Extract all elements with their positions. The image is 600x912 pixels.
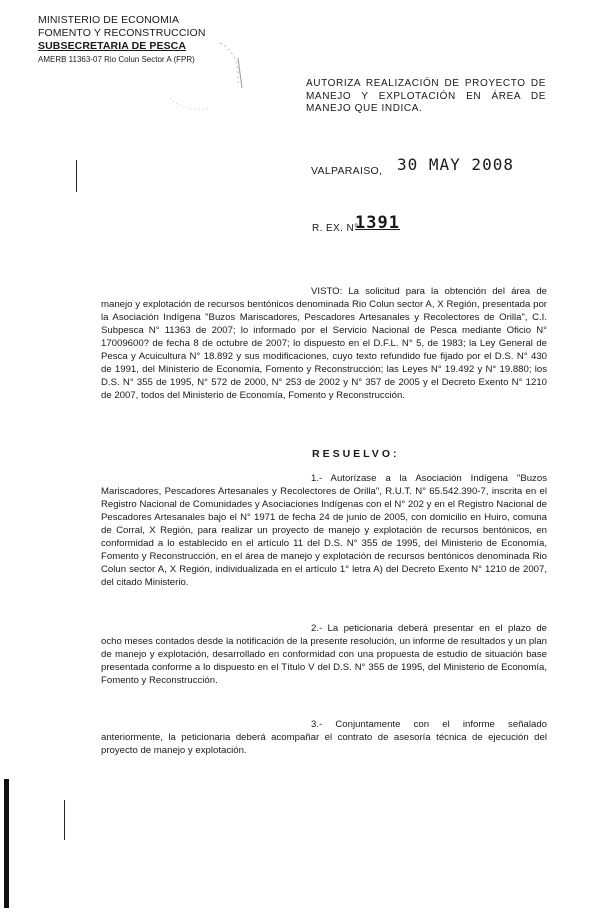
date-stamp: 30 MAY 2008 [397, 155, 514, 174]
document-subject: AUTORIZA REALIZACIÓN DE PROYECTO DE MANEJO Y EXPLOTACIÓN EN ÁREA DE MANEJO QUE INDICA. [306, 78, 546, 114]
article-3-text: anteriormente, la peticionaria deberá acompañar el contrato de asesoría técnica de ejecución del proyecto de manejo y explotación. [101, 732, 547, 756]
article-3-lead: 3.- Conjuntamente con el informe señalado [311, 719, 547, 730]
article-1-text: "Buzos Mariscadores, Pescadores Artesanales y Recolectores de Orilla", R.U.T. N° 65.542.390-7, inscrita en el Registro Nacional de Comunidades y Asociaciones Indígenas con el N° 202 y en el Registro Nacional de Pescadores Artesanales bajo el N° 1971 de fecha 24 de junio de 2005, con domicilio en Huiro, comuna de Corral, X Región, para realizar un proyecto de manejo y explotación de recursos bentónicos, en conformidad a lo establecido en el artículo 11 del D.S. N° 355 de 1995, del Ministerio de Economía, Fomento y Reconstrucción, en el área de manejo y explotación de recursos bentónicos denominada Rio Colun sector A, X Región, individualizada en el artículo 1° letra A) del Decreto Exento N° 1210 de 2007, del citado Ministerio. [101, 473, 547, 588]
ministry-name-line1: MINISTERIO DE ECONOMIA [38, 14, 180, 26]
resolution-label: R. EX. N° [312, 223, 359, 234]
faint-seal-stamp [150, 38, 260, 118]
ministry-name-line2: FOMENTO Y RECONSTRUCCION [38, 27, 206, 39]
place-label: VALPARAISO, [311, 165, 383, 177]
margin-mark [76, 160, 77, 192]
resuelvo-heading: RESUELVO: [312, 448, 400, 460]
visto-text: La solicitud para la obtención del área de manejo y explotación de recursos bentónicos denominada Rio Colun sector A, X Región, presentada por la Asociación Indígena "Buzos Mariscadores, Pescadores Artesanales y Recolectores de Orilla", C.I. Subpesca N° 11363 de 2007; lo informado por el Servicio Nacional de Pesca mediante Oficio N° 17009600? de fecha 8 de octubre de 2007; lo dispuesto en el D.F.L. N° 5, de 1983; la Ley General de Pesca y Acuicultura N° 18.892 y sus modificaciones, cuyo texto refundido fue fijado por el D.S. N° 430 de 1991, del Ministerio de Economía, Fomento y Reconstrucción; las Leyes N° 19.492 y N° 19.880; los D.S. N° 355 de 1995, N° 572 de 2000, N° 253 de 2002 y N° 357 de 2005 y el Decreto Exento N° 1210 de 2007, todos del Ministerio de Economía, Fomento y Reconstrucción. [101, 286, 547, 401]
visto-paragraph [101, 285, 547, 402]
article-1-lead: 1.- Autorízase a la Asociación Indígena [311, 473, 509, 484]
article-1 [101, 472, 547, 589]
visto-lead: VISTO: [311, 286, 343, 297]
subsecretaria-name: SUBSECRETARIA DE PESCA [38, 40, 187, 52]
scan-edge-bar [4, 779, 9, 908]
article-2-lead: 2.- La peticionaria deberá presentar en el plazo [311, 623, 531, 634]
article-3 [101, 718, 547, 757]
article-2 [101, 622, 547, 687]
file-reference: AMERB 11363-07 Rio Colun Sector A (FPR) [38, 55, 195, 64]
resolution-number: 1391 [355, 213, 400, 233]
margin-mark [64, 800, 65, 840]
article-2-text: de ocho meses contados desde la notificación de la presente resolución, un informe de resultados y un plan de manejo y explotación, desarrollado en conformidad con una propuesta de estudio de situación base presentada conforme a lo dispuesto en el Título V del D.S. N° 355 de 1995, del Ministerio de Economía, Fomento y Reconstrucción. [101, 623, 547, 686]
